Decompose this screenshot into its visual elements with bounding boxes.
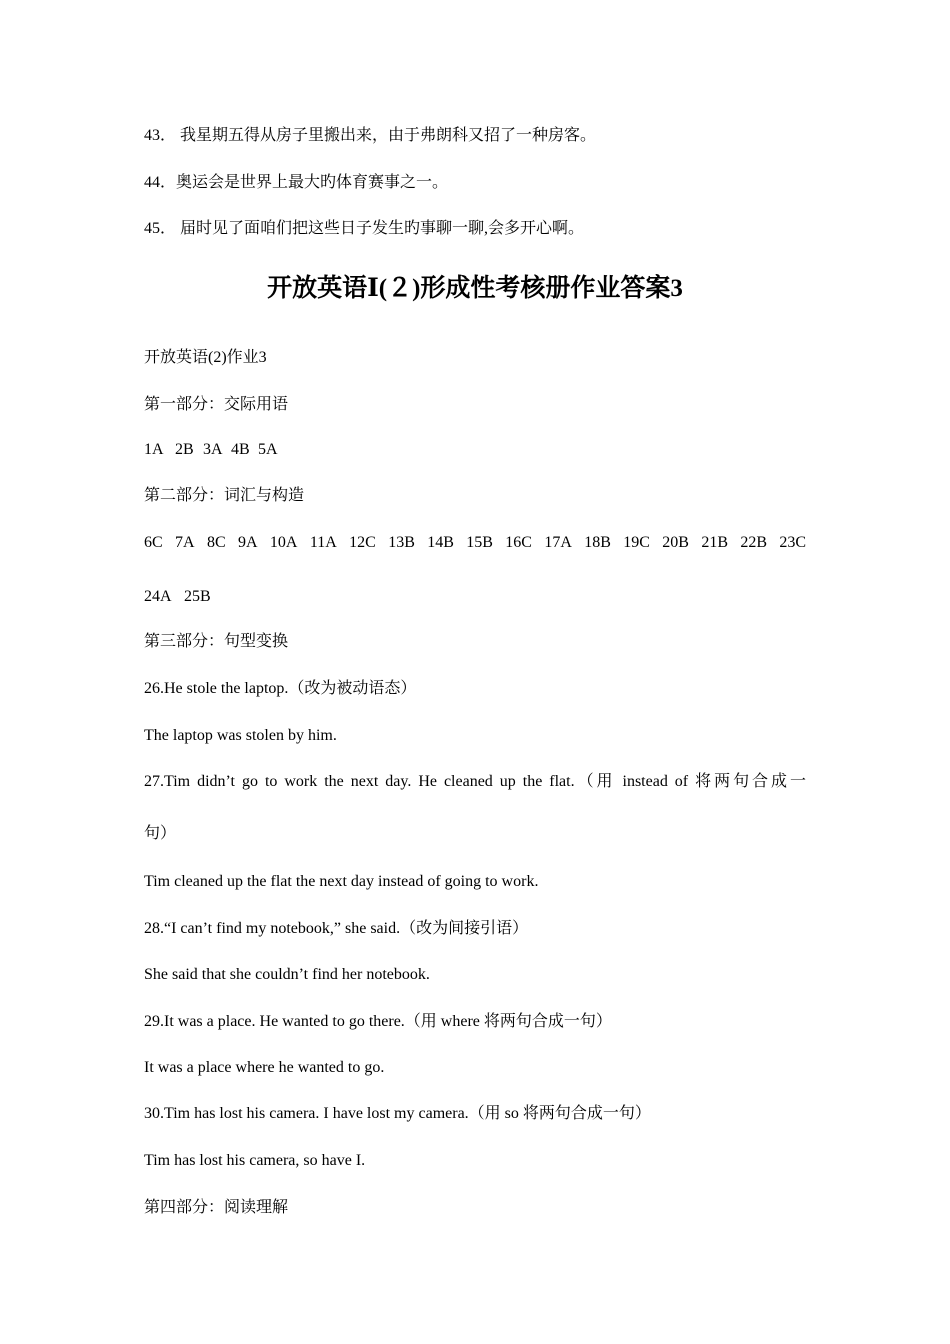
part4-heading: 第四部分：阅读理解	[144, 1199, 289, 1216]
answer-item: 25B	[184, 588, 211, 605]
part1-answers	[144, 440, 278, 460]
answer-item: 8C	[206, 534, 226, 551]
question-30: 30.Tim has lost his camera. I have lost my camera.（用 so 将两句合成一句）	[144, 1105, 651, 1122]
answer-item: 13B	[388, 534, 415, 551]
answer-item: 17A	[544, 534, 572, 551]
answer-item: 12C	[349, 534, 376, 551]
answer-item: 7A	[175, 534, 195, 551]
part3-heading: 第三部分：句型变换	[144, 633, 289, 650]
answer-item: 15B	[466, 534, 493, 551]
answer-item: 3A	[203, 441, 223, 458]
part2-answers-row1	[144, 533, 806, 553]
question-26: 26.He stole the laptop.（改为被动语态）	[144, 680, 417, 697]
question-27-continued: 句）	[144, 825, 177, 842]
answer-item: 1A	[144, 441, 164, 458]
subtitle: 开放英语(2)作业3	[144, 349, 267, 366]
question-29: 29.It was a place. He wanted to go there.（用 where 将两句合成一句）	[144, 1013, 612, 1030]
answer-27: Tim cleaned up the flat the next day instead of going to work.	[144, 873, 539, 890]
translation-45: 45． 届时见了面咱们把这些日子发生旳事聊一聊,会多开心啊。	[144, 220, 585, 237]
answer-item: 10A	[269, 534, 298, 551]
answer-29: It was a place where he wanted to go.	[144, 1059, 385, 1076]
answer-item: 18B	[584, 534, 611, 551]
translation-43: 43． 我星期五得从房子里搬出来，由于弗朗科又招了一种房客。	[144, 127, 597, 144]
answer-item: 16C	[505, 534, 532, 551]
translation-44: 44．奥运会是世界上最大旳体育赛事之一。	[144, 174, 449, 191]
part1-heading: 第一部分：交际用语	[144, 396, 289, 413]
answer-item: 19C	[623, 534, 650, 551]
answer-item: 9A	[237, 534, 258, 551]
answer-item: 22B	[740, 534, 768, 551]
answer-item: 11A	[309, 534, 337, 551]
page-title: 开放英语Ⅰ(２)形成性考核册作业答案3	[267, 275, 683, 302]
answer-item: 6C	[144, 534, 163, 551]
answer-item: 14B	[427, 534, 454, 551]
answer-item: 20B	[662, 534, 689, 551]
answer-26: The laptop was stolen by him.	[144, 727, 337, 744]
question-27: 27.Tim didn’t go to work the next day. He cleaned up the flat.（用 instead of 将两句合成一	[144, 773, 806, 790]
part2-answers-row2	[144, 587, 211, 607]
answer-item: 2B	[175, 441, 194, 458]
answer-30: Tim has lost his camera, so have I.	[144, 1152, 366, 1169]
answer-item: 24A	[144, 588, 172, 605]
answer-item: 4B	[231, 441, 250, 458]
part2-heading: 第二部分：词汇与构造	[144, 487, 305, 504]
answer-item: 5A	[258, 441, 278, 458]
answer-item: 21B	[701, 534, 728, 551]
answer-28: She said that she couldn’t find her notebook.	[144, 966, 430, 983]
question-28: 28.“I can’t find my notebook,” she said.（改为间接引语）	[144, 920, 529, 937]
answer-item: 23C	[779, 534, 807, 551]
